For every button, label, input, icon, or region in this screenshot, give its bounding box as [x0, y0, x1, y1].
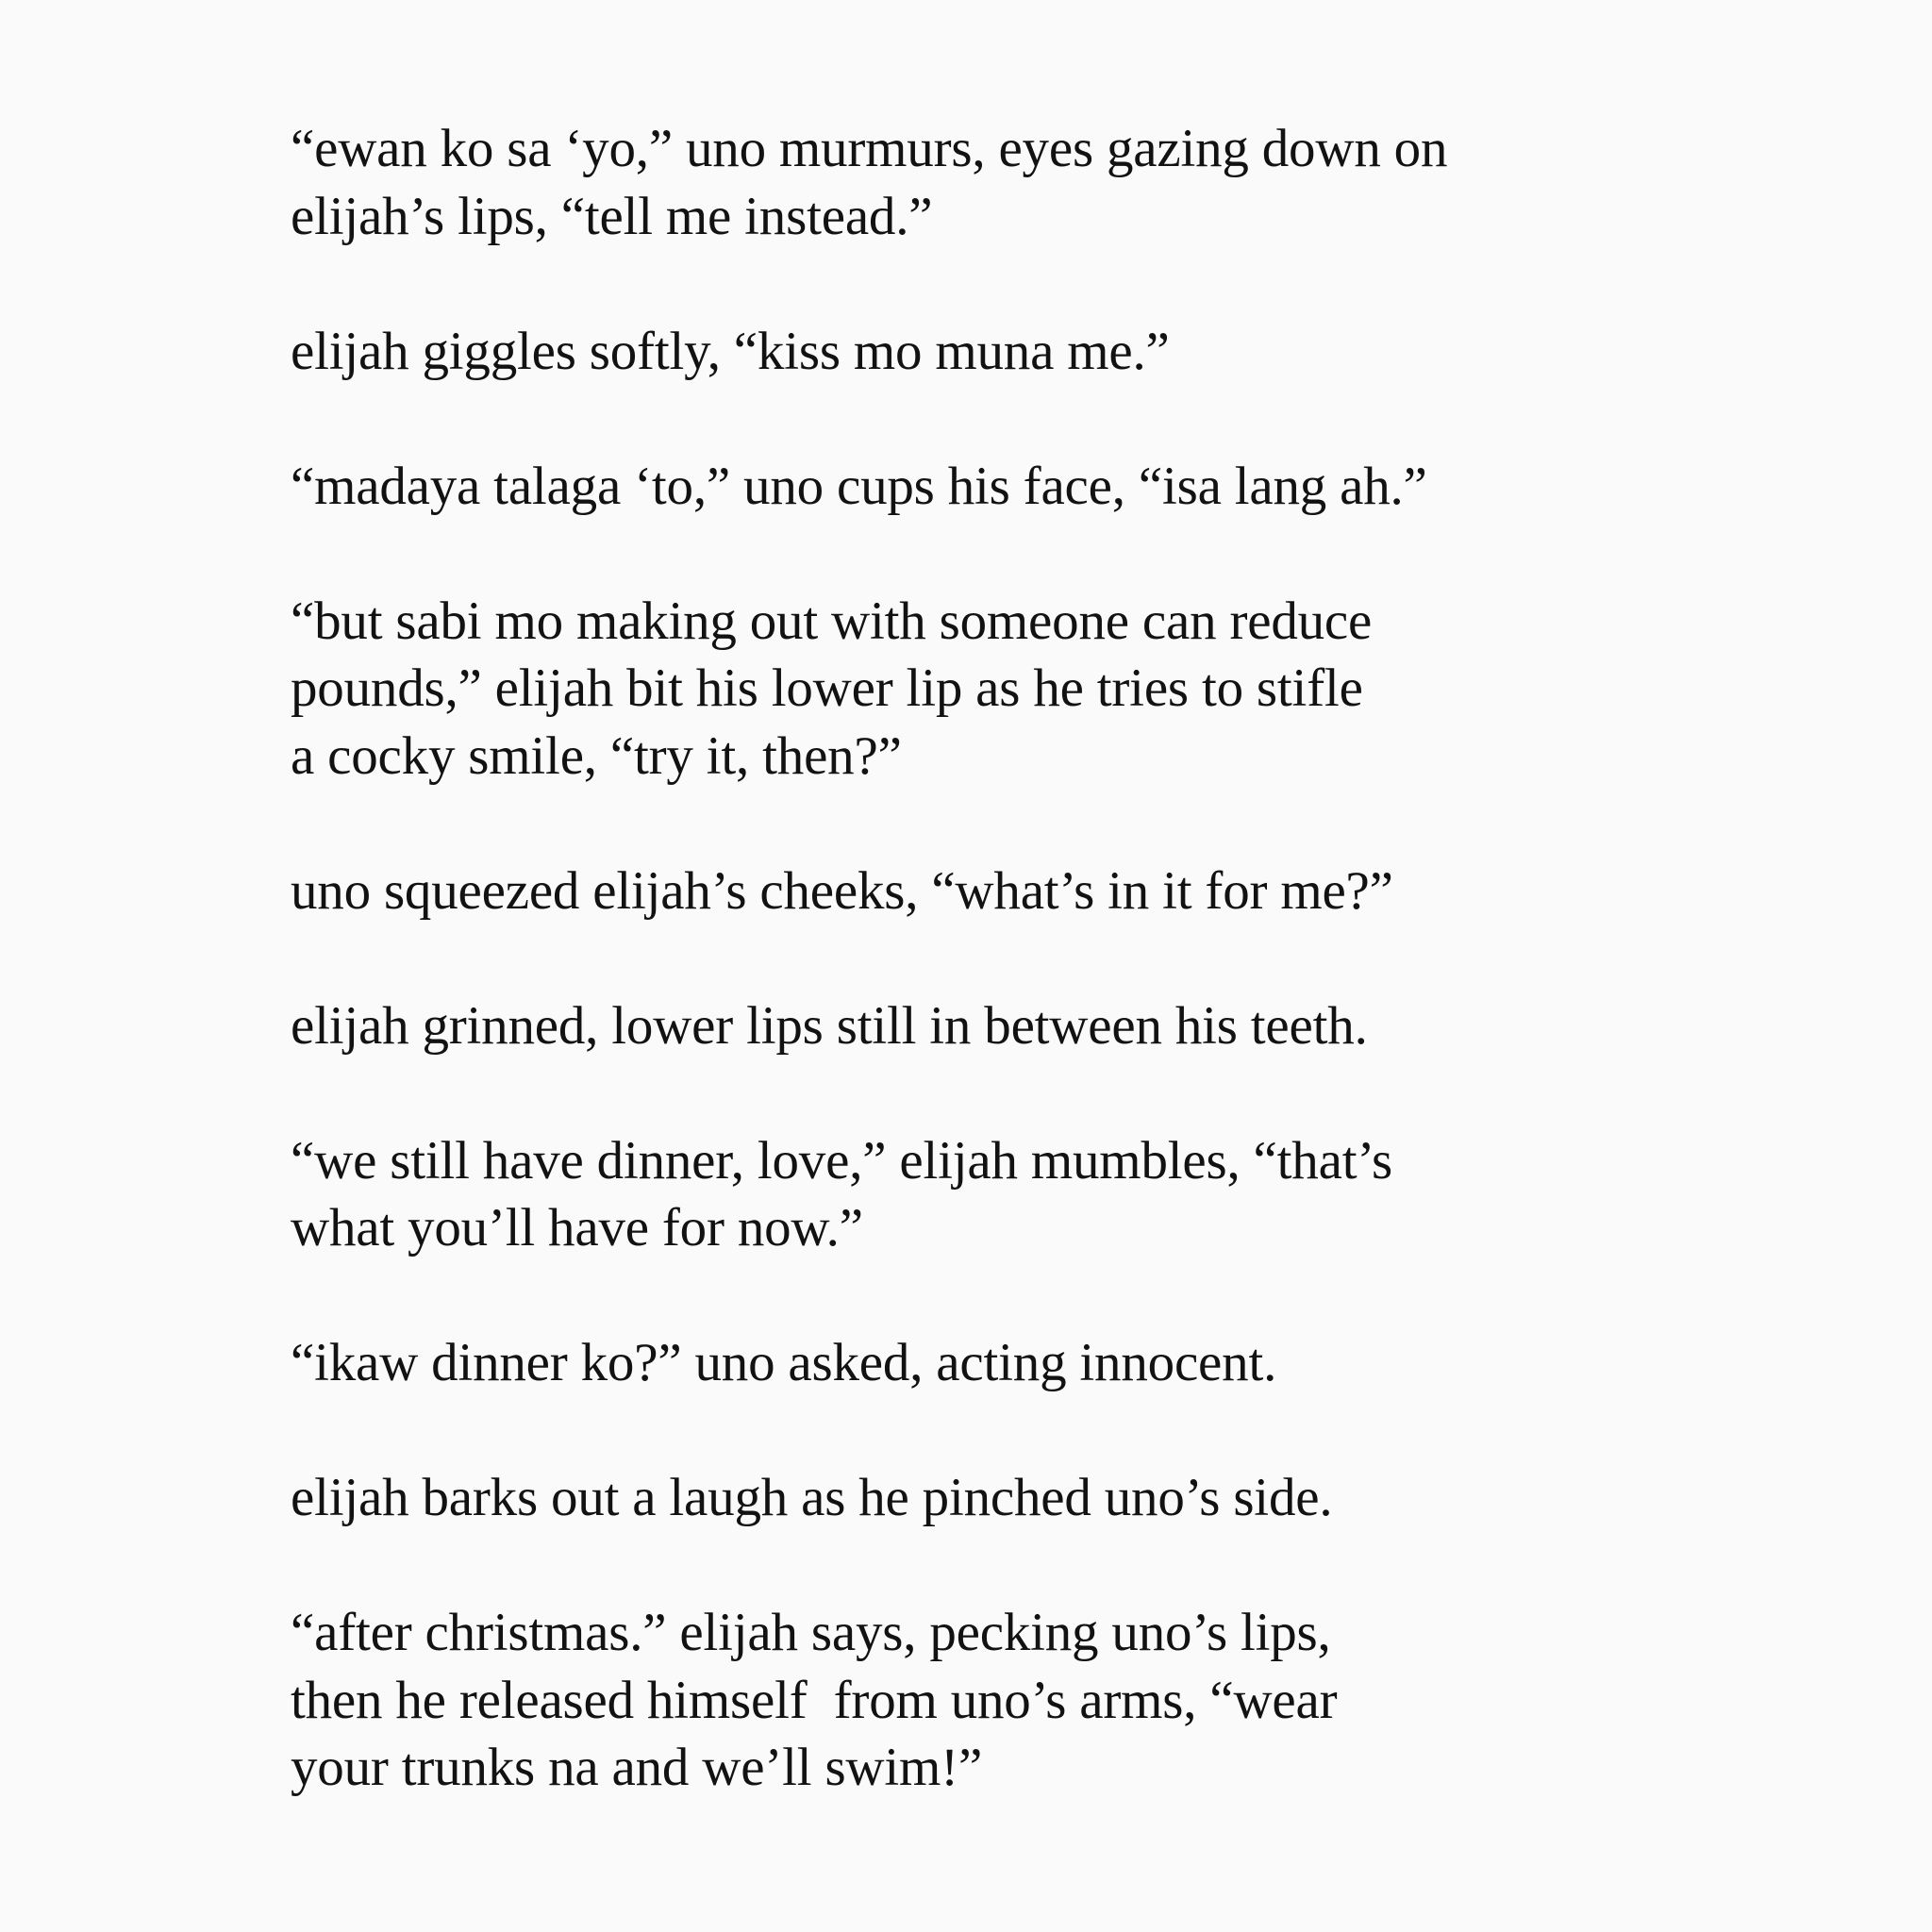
text-line: “ikaw dinner ko?” uno asked, acting innocent.: [291, 1333, 1277, 1392]
text-line: elijah grinned, lower lips still in between his teeth.: [291, 995, 1368, 1056]
text-line: “we still have dinner, love,” elijah mumbles, “that’s: [291, 1130, 1392, 1191]
text-line: elijah’s lips, “tell me instead.”: [291, 186, 933, 246]
text-line: a cocky smile, “try it, then?”: [291, 725, 902, 786]
paragraph-7: [291, 1127, 1706, 1262]
paragraph-2: [291, 318, 1706, 386]
text-line: “ewan ko sa ‘yo,” uno murmurs, eyes gazing down on: [291, 119, 1448, 178]
text-line: elijah giggles softly, “kiss mo muna me.”: [291, 321, 1170, 381]
paragraph-1: [291, 115, 1706, 250]
text-line: elijah barks out a laugh as he pinched uno’s side.: [291, 1468, 1333, 1527]
paragraph-8: [291, 1329, 1706, 1397]
text-line: “madaya talaga ‘to,” uno cups his face, “isa lang ah.”: [291, 456, 1427, 516]
paragraph-10: [291, 1599, 1706, 1802]
text-line: your trunks na and we’ll swim!”: [291, 1738, 983, 1797]
paragraph-9: [291, 1464, 1706, 1532]
text-line: “but sabi mo making out with someone can reduce: [291, 591, 1373, 651]
story-text: [291, 115, 1706, 1869]
text-line: uno squeezed elijah’s cheeks, “what’s in it for me?”: [291, 860, 1393, 921]
paragraph-3: [291, 453, 1706, 521]
text-line: what you’ll have for now.”: [291, 1198, 863, 1257]
paragraph-4: [291, 588, 1706, 791]
text-line: pounds,” elijah bit his lower lip as he tries to stifle: [291, 658, 1363, 718]
paragraph-6: [291, 992, 1706, 1060]
text-line: “after christmas.” elijah says, pecking uno’s lips,: [291, 1603, 1331, 1662]
paragraph-5: [291, 858, 1706, 925]
text-line: then he released himself from uno’s arms, “wear: [291, 1670, 1338, 1730]
